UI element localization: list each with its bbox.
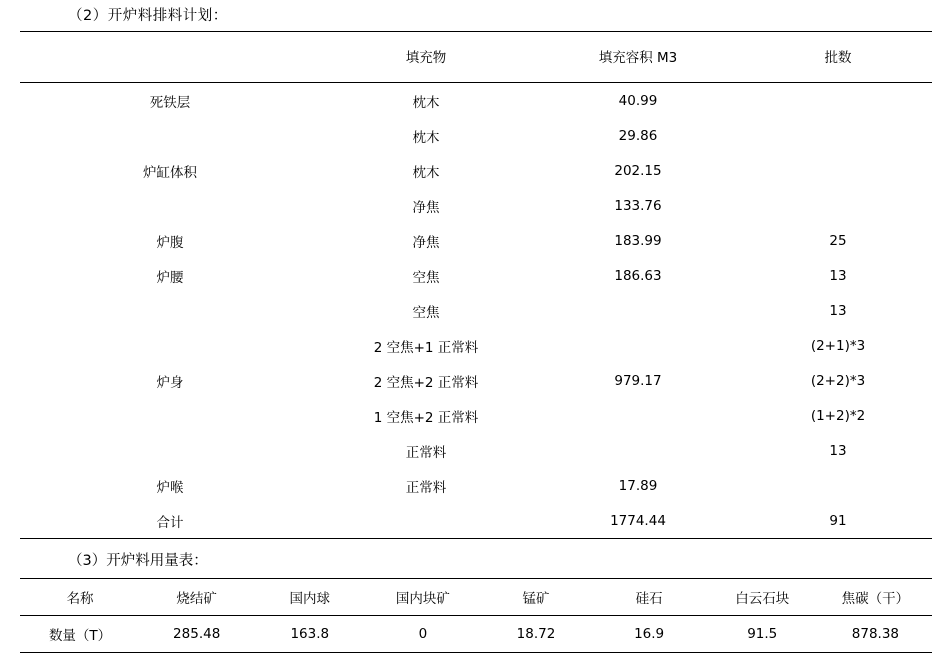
cell-label: 死铁层 bbox=[149, 94, 191, 111]
table-row bbox=[20, 223, 932, 258]
cell-coke: 878.38 bbox=[819, 616, 932, 653]
cell-volume: 979.17 bbox=[614, 372, 662, 389]
header-cell-manganese: 锰矿 bbox=[479, 579, 592, 616]
cell-filler: 净焦 bbox=[412, 234, 440, 251]
table-row bbox=[20, 328, 932, 363]
header-cell-name: 名称 bbox=[20, 579, 140, 616]
cell-batches bbox=[744, 83, 932, 119]
cell-filler: 正常料 bbox=[405, 444, 447, 461]
cell-sinter: 285.48 bbox=[140, 616, 253, 653]
discharge-plan-table bbox=[20, 31, 932, 539]
cell-batches: 13 bbox=[829, 442, 847, 459]
cell-batches bbox=[744, 188, 932, 223]
cell-quantity-label: 数量（T） bbox=[20, 616, 140, 653]
cell-volume: 183.99 bbox=[614, 232, 662, 249]
cell-filler bbox=[320, 503, 532, 539]
cell-volume: 133.76 bbox=[614, 197, 662, 214]
header-cell-silica: 硅石 bbox=[593, 579, 706, 616]
cell-batches: (1+2)*2 bbox=[810, 407, 866, 424]
cell-filler: 枕木 bbox=[412, 164, 440, 181]
header-cell-blank bbox=[20, 32, 320, 83]
cell-volume: 1774.44 bbox=[532, 503, 744, 539]
table-row bbox=[20, 83, 932, 119]
section-title-plan: （2）开炉料排料计划： bbox=[68, 8, 228, 24]
cell-label: 炉身 bbox=[156, 374, 184, 391]
table-row bbox=[20, 616, 932, 653]
cell-label bbox=[20, 433, 320, 468]
table-row bbox=[20, 293, 932, 328]
header-cell-coke: 焦碳（干） bbox=[819, 579, 932, 616]
cell-volume bbox=[532, 328, 744, 363]
cell-filler: 枕木 bbox=[412, 94, 440, 111]
cell-batches bbox=[744, 153, 932, 188]
cell-label: 炉腹 bbox=[156, 234, 184, 251]
table-row bbox=[20, 188, 932, 223]
cell-manganese: 18.72 bbox=[479, 616, 592, 653]
cell-label bbox=[20, 293, 320, 328]
cell-dolomite: 91.5 bbox=[706, 616, 819, 653]
cell-volume: 29.86 bbox=[618, 127, 658, 144]
cell-volume: 40.99 bbox=[618, 92, 658, 109]
cell-volume bbox=[532, 293, 744, 328]
material-usage-table bbox=[20, 578, 932, 653]
header-cell-pellet: 国内球 bbox=[253, 579, 366, 616]
cell-volume: 186.63 bbox=[614, 267, 662, 284]
cell-batches: 25 bbox=[829, 232, 847, 249]
table-row bbox=[20, 433, 932, 468]
cell-label bbox=[20, 398, 320, 433]
header-cell-sinter: 烧结矿 bbox=[140, 579, 253, 616]
table-row-total bbox=[20, 503, 932, 539]
cell-volume: 202.15 bbox=[614, 162, 662, 179]
cell-filler: 空焦 bbox=[412, 269, 440, 286]
cell-filler: 枕木 bbox=[412, 129, 440, 146]
cell-label bbox=[20, 188, 320, 223]
table-row bbox=[20, 153, 932, 188]
cell-batches: 13 bbox=[829, 267, 847, 284]
cell-filler: 正常料 bbox=[405, 479, 447, 496]
table-row bbox=[20, 468, 932, 503]
cell-volume: 17.89 bbox=[618, 477, 658, 494]
cell-label bbox=[20, 328, 320, 363]
cell-pellet: 163.8 bbox=[253, 616, 366, 653]
cell-batches bbox=[744, 468, 932, 503]
cell-label: 合计 bbox=[20, 503, 320, 539]
header-cell-batches: 批数 bbox=[744, 32, 932, 83]
header-cell-lump-ore: 国内块矿 bbox=[366, 579, 479, 616]
cell-filler: 净焦 bbox=[412, 199, 440, 216]
section-title-usage: （3）开炉料用量表： bbox=[68, 553, 208, 569]
cell-batches: 91 bbox=[744, 503, 932, 539]
cell-volume bbox=[532, 433, 744, 468]
table-header-row bbox=[20, 32, 932, 83]
header-cell-dolomite: 白云石块 bbox=[706, 579, 819, 616]
header-cell-filler: 填充物 bbox=[320, 32, 532, 83]
cell-label: 炉缸体积 bbox=[143, 164, 197, 181]
cell-batches: (2+1)*3 bbox=[810, 337, 866, 354]
cell-batches bbox=[744, 118, 932, 153]
table-row bbox=[20, 258, 932, 293]
table-row bbox=[20, 363, 932, 398]
table-row bbox=[20, 118, 932, 153]
table-row bbox=[20, 398, 932, 433]
cell-label: 炉喉 bbox=[156, 479, 184, 496]
cell-batches: (2+2)*3 bbox=[810, 372, 866, 389]
cell-label: 炉腰 bbox=[156, 269, 184, 286]
header-cell-volume: 填充容积 M3 bbox=[532, 32, 744, 83]
table-header-row bbox=[20, 579, 932, 616]
cell-filler: 空焦 bbox=[412, 304, 440, 321]
cell-label bbox=[20, 118, 320, 153]
cell-filler: 1 空焦+2 正常料 bbox=[373, 409, 479, 426]
cell-filler: 2 空焦+2 正常料 bbox=[373, 374, 479, 391]
cell-filler: 2 空焦+1 正常料 bbox=[373, 339, 479, 356]
cell-batches: 13 bbox=[829, 302, 847, 319]
cell-volume bbox=[532, 398, 744, 433]
cell-lump-ore: 0 bbox=[366, 616, 479, 653]
cell-silica: 16.9 bbox=[593, 616, 706, 653]
